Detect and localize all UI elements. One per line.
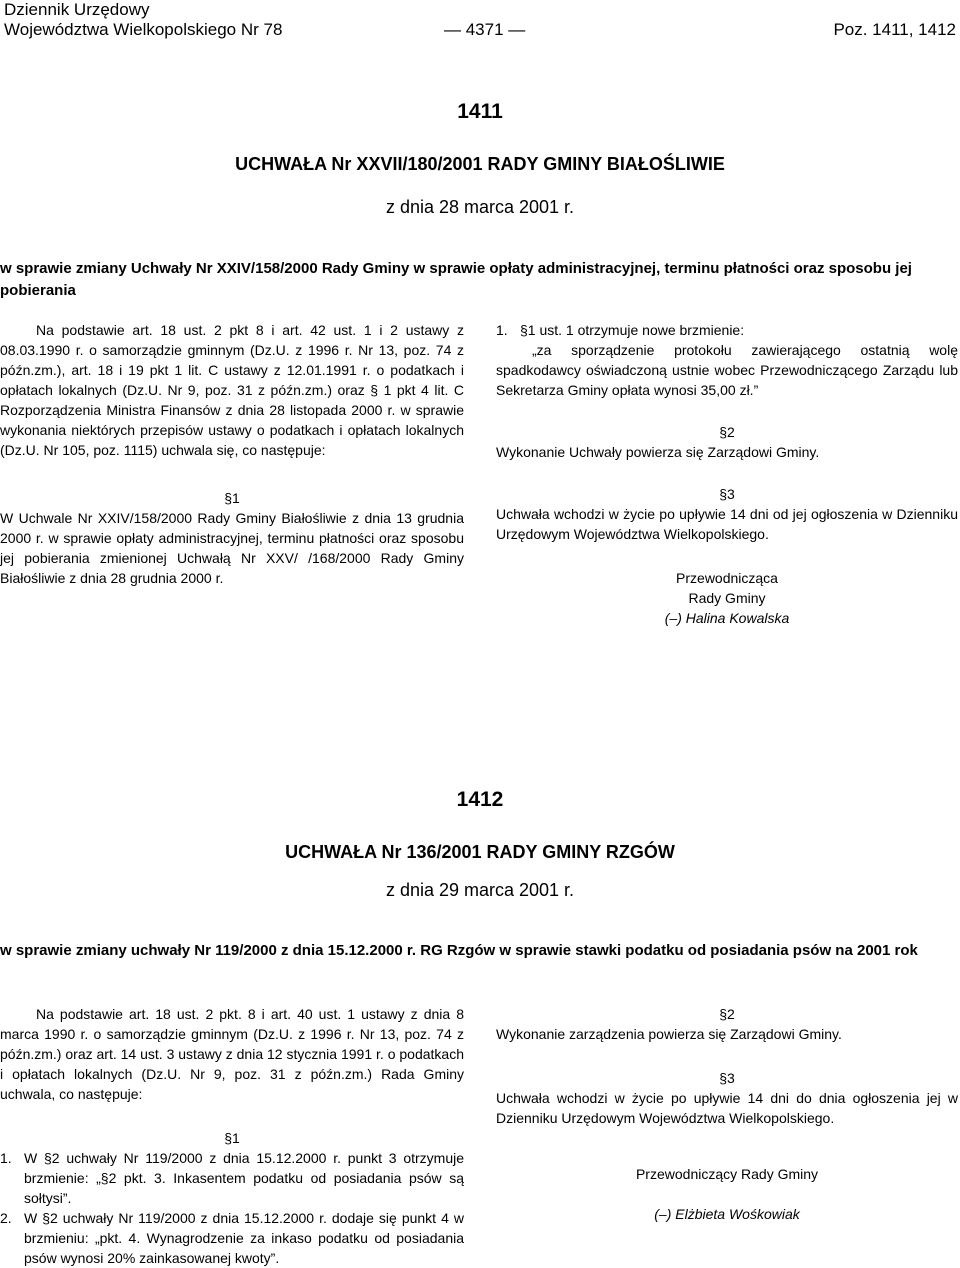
doc1-title: UCHWAŁA Nr XXVII/180/2001 RADY GMINY BIAŁOŚLIWIE	[235, 154, 725, 174]
doc1-section-2-text: Wykonanie Uchwały powierza się Zarządowi Gminy.	[496, 444, 820, 460]
doc1-signature-name: (–) Halina Kowalska	[664, 610, 790, 626]
doc2-item-2-text: W §2 uchwały Nr 119/2000 z dnia 15.12.2000 r. dodaje się punkt 4 w brzmieniu: „pkt. 4. Wynagrodzenie za inkaso podatku od posiadania psów wynosi 20% zainkasowanej kwoty”.	[24, 1210, 464, 1266]
doc1-signature-body: Rady Gminy	[688, 590, 766, 606]
doc2-item-1-text: W §2 uchwały Nr 119/2000 z dnia 15.12.2000 r. punkt 3 otrzymuje brzmienie: „§2 pkt. 3. Inkasentem podatku od posiadania psów są sołtysi”.	[24, 1150, 464, 1206]
journal-line-2: Województwa Wielkopolskiego Nr 78	[4, 20, 283, 39]
doc1-item-1-number: 1.	[496, 322, 508, 338]
doc2-signature-name: (–) Elżbieta Wośkowiak	[654, 1206, 800, 1222]
doc2-section-1-heading: §1	[224, 1130, 240, 1146]
doc2-title: UCHWAŁA Nr 136/2001 RADY GMINY RZGÓW	[285, 842, 675, 862]
doc2-number: 1412	[456, 788, 504, 811]
doc1-date: z dnia 28 marca 2001 r.	[385, 197, 575, 217]
doc1-left-column	[0, 320, 464, 588]
doc2-signature-role: Przewodniczący Rady Gminy	[635, 1166, 819, 1182]
doc2-subject: w sprawie zmiany uchwały Nr 119/2000 z dnia 15.12.2000 r. RG Rzgów w sprawie stawki podatku od posiadania psów na 2001 rok	[0, 942, 918, 959]
doc2-item-1	[0, 1148, 464, 1208]
doc1-right-column	[496, 320, 958, 628]
doc1-number: 1411	[457, 100, 503, 123]
doc1-item-1	[496, 320, 958, 340]
doc2-signature	[496, 1164, 958, 1224]
doc1-signature	[496, 568, 958, 628]
doc1-item-1-text: §1 ust. 1 otrzymuje nowe brzmienie:	[520, 322, 745, 338]
journal-title	[4, 0, 282, 40]
page-header	[4, 0, 956, 40]
doc2-item-2-number: 2.	[0, 1210, 12, 1226]
doc1-section-2-heading: §2	[719, 424, 735, 440]
doc2-right-column	[496, 1004, 958, 1224]
doc2-date: z dnia 29 marca 2001 r.	[385, 880, 575, 900]
doc1-signature-role: Przewodnicząca	[676, 570, 778, 586]
journal-line-1: Dziennik Urzędowy	[4, 0, 150, 19]
doc1-preamble: Na podstawie art. 18 ust. 2 pkt 8 i art. 42 ust. 1 i 2 ustawy z 08.03.1990 r. o samorządzie gminnym (Dz.U. z 1996 r. Nr 13, poz. 74 z późn.zm.), art. 18 i 19 pkt 1 lit. C ustawy z 12.01.1991 r. o podatkach i opłatach lokalnych (Dz.U. Nr 9, poz. 31 z późn.zm.) oraz § 1 pkt 4 lit. C Rozporządzenia Ministra Finansów z dnia 28 listopada 2000 r. w sprawie wykonania niektórych przepisów ustawy o podatkach i opłatach lokalnych (Dz.U. Nr 105, poz. 1115) uchwala się, co następuje:	[0, 322, 464, 458]
doc2-left-column	[0, 1004, 464, 1268]
doc1-section-1-text: W Uchwale Nr XXIV/158/2000 Rady Gminy Białośliwie z dnia 13 grudnia 2000 r. w sprawie opłaty administracyjnej, terminu płatności oraz sposobu jej pobierania zmienionej Uchwałą Nr XXV/ /168/2000 Rady Gminy Białośliwie z dnia 28 grudnia 2000 r.	[0, 510, 464, 586]
page-number: — 4371 —	[444, 20, 526, 39]
doc2-item-2	[0, 1208, 464, 1268]
doc2-section-2-text: Wykonanie zarządzenia powierza się Zarządowi Gminy.	[496, 1026, 842, 1042]
doc2-section-2-heading: §2	[719, 1006, 735, 1022]
doc2-item-1-number: 1.	[0, 1150, 12, 1166]
doc2-section-3-text: Uchwała wchodzi w życie po upływie 14 dni do dnia ogłoszenia jej w Dzienniku Urzędowym Województwa Wielkopolskiego.	[496, 1090, 958, 1126]
doc2-preamble: Na podstawie art. 18 ust. 2 pkt. 8 i art. 40 ust. 1 ustawy z dnia 8 marca 1990 r. o samorządzie gminnym (Dz.U. z 1996 r. Nr 13, poz. 74 z późn.zm.) oraz art. 14 ust. 3 ustawy z dnia 12 stycznia 1991 r. o podatkach i opłatach lokalnych (Dz.U. Nr 9, poz. 31 z późn.zm.) Rada Gminy uchwala, co następuje:	[0, 1006, 464, 1102]
doc1-section-3-heading: §3	[719, 486, 735, 502]
doc1-item-1-quote: „za sporządzenie protokołu zawierającego ostatnią wolę spadkodawcy oświadczoną ustnie wobec Przewodniczącego Zarządu lub Sekretarza Gminy opłata wynosi 35,00 zł.”	[496, 342, 958, 398]
doc2-section-3-heading: §3	[719, 1070, 735, 1086]
doc1-subject: w sprawie zmiany Uchwały Nr XXIV/158/2000 Rady Gminy w sprawie opłaty administracyjnej, terminu płatności oraz sposobu jej pobierania	[0, 260, 912, 299]
doc1-section-3-text: Uchwała wchodzi w życie po upływie 14 dni od jej ogłoszenia w Dzienniku Urzędowym Województwa Wielkopolskiego.	[496, 506, 958, 542]
doc1-section-1-heading: §1	[224, 490, 240, 506]
position-reference: Poz. 1411, 1412	[833, 20, 956, 39]
